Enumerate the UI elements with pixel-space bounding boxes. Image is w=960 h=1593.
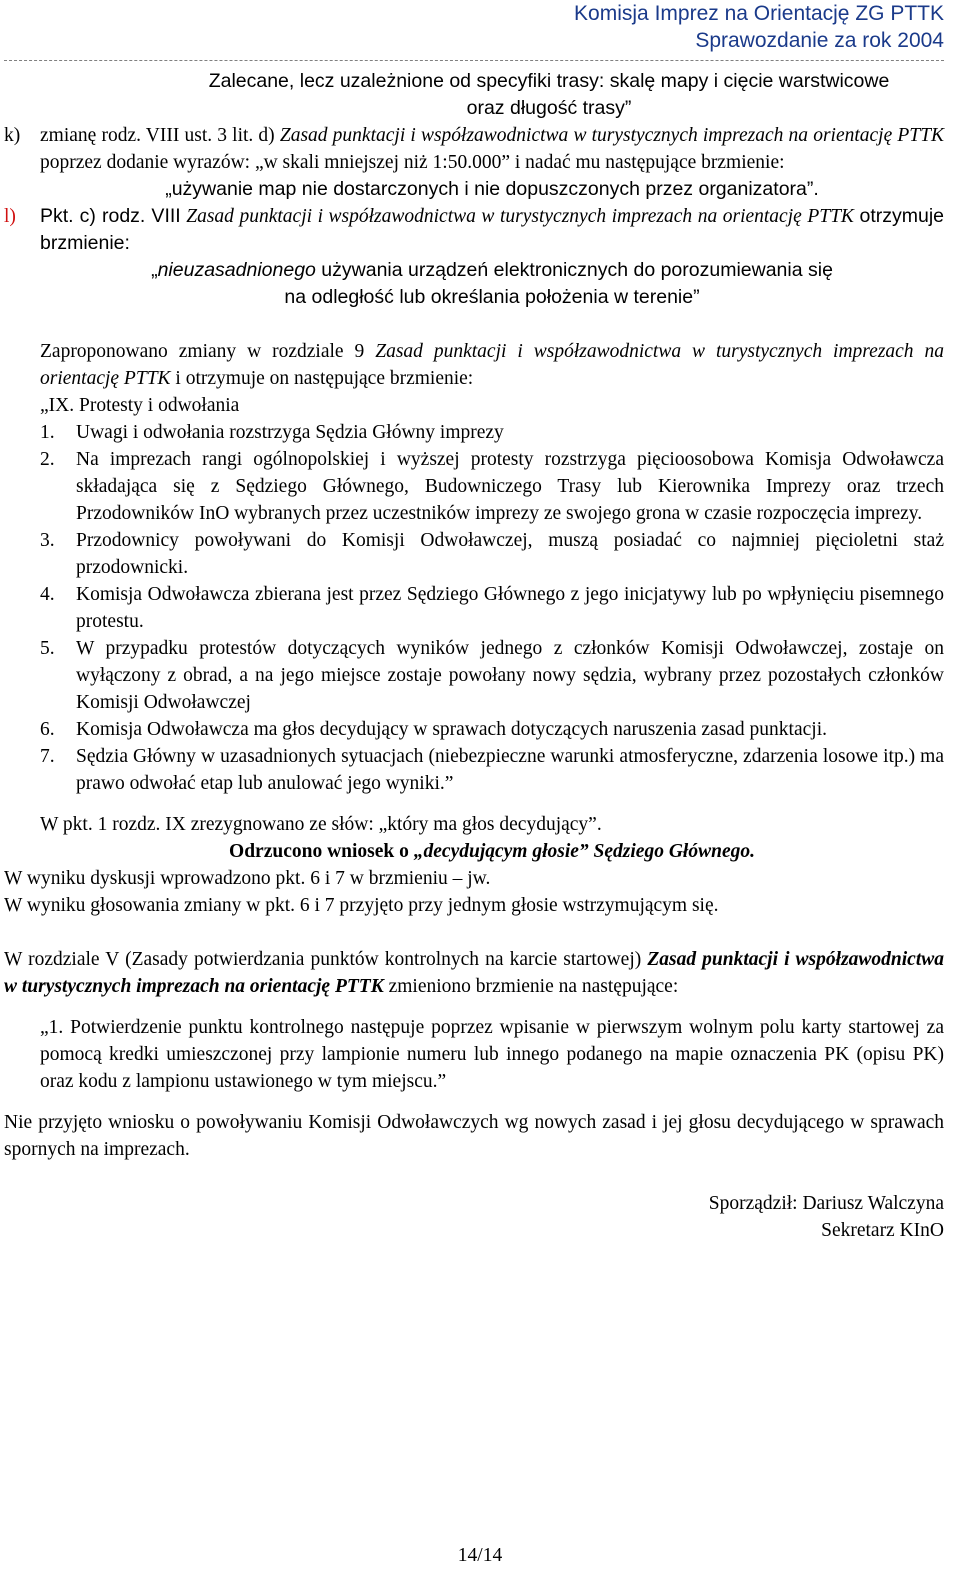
list-item-number: 1. — [40, 422, 55, 443]
item-k-italic: Zasad punktacji i współzawodnictwa w turystycznych imprezach na orientację PTTK — [279, 125, 945, 146]
item-l-text — [40, 203, 944, 257]
voting-result: W wyniku głosowania zmiany w pkt. 6 i 7 przyjęto przy jednym głosie wstrzymującym się. — [4, 895, 719, 916]
item-k-text — [40, 122, 944, 176]
list-item — [40, 581, 944, 635]
list-item — [40, 419, 944, 446]
section-v-intro-post: zmieniono brzmienie na następujące: — [388, 976, 679, 997]
list-item — [40, 446, 944, 527]
section-9-intro — [40, 338, 944, 392]
item-l-quote-open: „ — [151, 259, 158, 281]
list-item — [40, 527, 944, 581]
list-item-text: Przodownicy powoływani do Komisji Odwoławczej, muszą posiadać co najmniej pięcioletni staż przodownicki. — [76, 530, 944, 578]
rejected-motion-pre: Odrzucono wniosek o — [229, 841, 414, 862]
item-k — [4, 122, 944, 176]
list-item-number: 3. — [40, 530, 55, 551]
item-k-label: k) — [4, 125, 21, 146]
signature-role: Sekretarz KInO — [821, 1220, 944, 1241]
item-k-pre: zmianę rodz. VIII ust. 3 lit. d) — [40, 125, 275, 146]
item-l-quote-line2: na odległość lub określania położenia w terenie” — [284, 286, 700, 308]
section-9-intro-pre: Zaproponowano zmiany w rozdziale 9 — [40, 341, 365, 362]
item-k-quote: „używanie map nie dostarczonych i nie dopuszczonych przez organizatora”. — [165, 178, 819, 200]
list-item — [40, 743, 944, 797]
signature-prepared-by: Sporządził: Dariusz Walczyna — [708, 1193, 944, 1214]
section-v-intro — [4, 946, 944, 1000]
item-l-post: otrzymuje brzmienie: — [40, 205, 945, 254]
document-body — [4, 68, 944, 1244]
header-report-title: Sprawozdanie za rok 2004 — [695, 29, 944, 52]
section-9-list — [40, 419, 944, 797]
header-divider — [4, 60, 944, 61]
list-item — [40, 716, 944, 743]
item-l-quote-italic: nieuzasadnionego — [157, 259, 316, 281]
rejected-motion — [40, 838, 944, 865]
section-v-intro-pre: W rozdziale V (Zasady potwierdzania punktów kontrolnych na karcie startowej) — [4, 949, 642, 970]
item-l-label: l) — [4, 206, 16, 227]
list-item-text: Komisja Odwoławcza ma głos decydujący w sprawach dotyczących naruszenia zasad punktacji. — [76, 719, 827, 740]
list-item-text: W przypadku protestów dotyczących wyników jednego z członków Komisji Odwoławczej, zostaje on wyłączony z obrad, a na jego miejsce zostaje powołany nowy sędzia, wybrany przez pozostałych członków Komisji Odwoławczej — [76, 638, 944, 713]
recommended-line-1: Zalecane, lecz uzależnione od specyfiki trasy: skalę mapy i cięcie warstwicowe — [208, 70, 890, 92]
list-item-number: 2. — [40, 449, 55, 470]
rejected-commission-motion: Nie przyjęto wniosku o powoływaniu Komisji Odwoławczych wg nowych zasad i jej głosu decydującego w sprawach spornych na imprezach. — [4, 1112, 944, 1160]
rejected-motion-italic: „decydującym głosie” Sędziego Głównego. — [413, 841, 755, 862]
section-9-intro-italic: Zasad punktacji i współzawodnictwa w turystycznych imprezach na orientację PTTK — [40, 341, 945, 389]
list-item-text: Komisja Odwoławcza zbierana jest przez Sędziego Głównego z jego inicjatywy lub po wpłynięciu pisemnego protestu. — [76, 584, 944, 632]
list-item-number: 7. — [40, 746, 55, 767]
page-number: 14/14 — [457, 1545, 503, 1566]
section-v-intro-bolditalic: Zasad punktacji i współzawodnictwa w turystycznych imprezach na orientację PTTK — [4, 949, 945, 997]
item-l-italic: Zasad punktacji i współzawodnictwa w turystycznych imprezach na orientację PTTK — [186, 206, 854, 227]
list-item-text: Sędzia Główny w uzasadnionych sytuacjach (niebezpieczne warunki atmosferyczne, zdarzenia losowe itp.) ma prawo odwołać etap lub anulować jego wyniki.” — [76, 746, 944, 794]
item-l — [4, 203, 944, 257]
page-header — [574, 0, 944, 54]
pkt1-note: W pkt. 1 rozdz. IX zrezygnowano ze słów: „który ma głos decydujący”. — [40, 814, 602, 835]
list-item-text: Uwagi i odwołania rozstrzyga Sędzia Główny imprezy — [76, 422, 504, 443]
section-v-quote: „1. Potwierdzenie punktu kontrolnego następuje poprzez wpisanie w pierwszym wolnym polu karty startowej za pomocą kredki umieszczonej przy lampionie numeru lub innego podanego na mapie oznaczenia PK (opisu PK) oraz kodu z lampionu ustawionego w tym miejscu.” — [40, 1017, 944, 1092]
list-item-text: Na imprezach rangi ogólnopolskiej i wyższej protesty rozstrzyga pięcioosobowa Komisja Odwoławcza składająca się z Sędziego Głównego, Budowniczego Trasy lub Kierownika Imprezy oraz trzech Przodowników InO wybranych przez uczestników imprezy ze swojego grona w czasie rozpoczęcia imprezy. — [76, 449, 944, 524]
item-k-post: poprzez dodanie wyrazów: „w skali mniejszej niż 1:50.000” i nadać mu następujące brzmienie: — [40, 152, 785, 173]
item-l-quote — [40, 257, 944, 284]
list-item — [40, 635, 944, 716]
list-item-number: 6. — [40, 719, 55, 740]
list-item-number: 5. — [40, 638, 55, 659]
list-item-number: 4. — [40, 584, 55, 605]
item-l-quote-rest: używania urządzeń elektronicznych do porozumiewania się — [315, 259, 833, 281]
header-organization: Komisja Imprez na Orientację ZG PTTK — [574, 2, 944, 25]
section-9-heading: „IX. Protesty i odwołania — [40, 395, 240, 416]
discussion-result: W wyniku dyskusji wprowadzono pkt. 6 i 7 w brzmieniu – jw. — [4, 868, 491, 889]
recommended-line-2: oraz długość trasy” — [466, 97, 632, 119]
item-l-pre: Pkt. c) rodz. VIII — [40, 205, 181, 227]
section-9-intro-post: i otrzymuje on następujące brzmienie: — [175, 368, 474, 389]
